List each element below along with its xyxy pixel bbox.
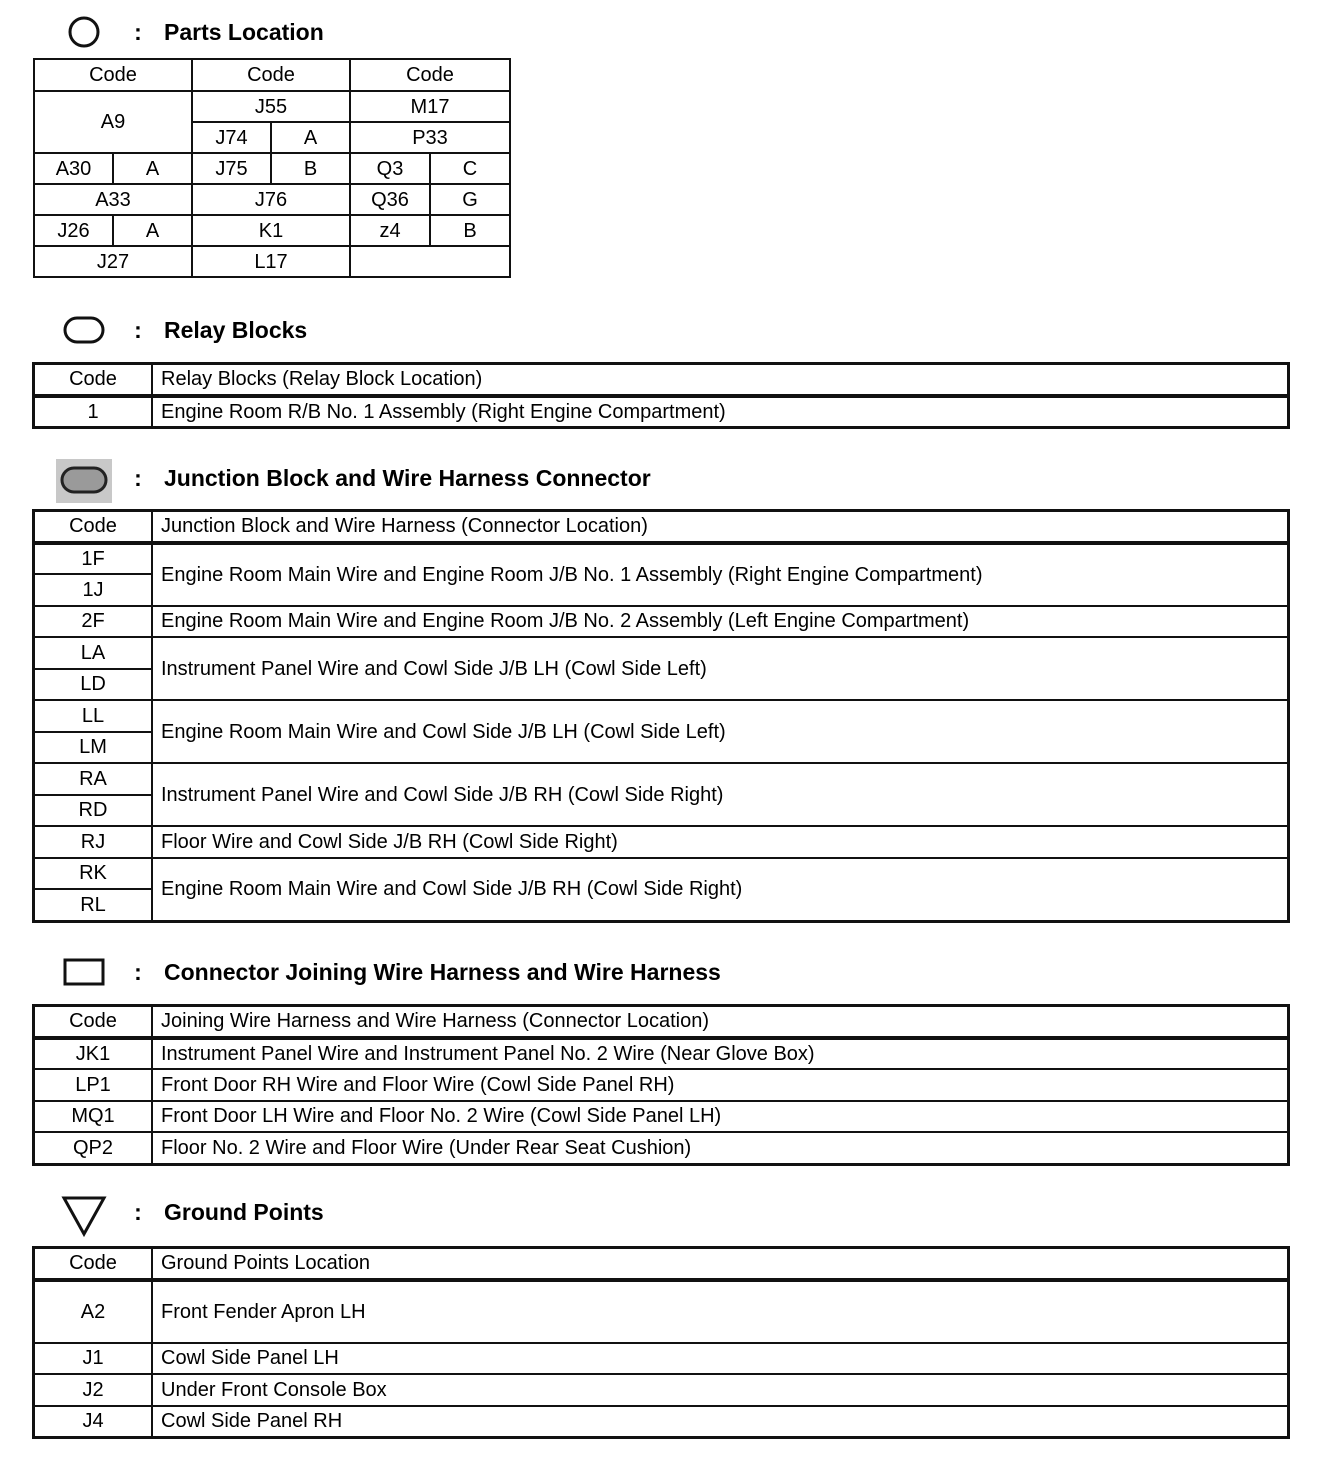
table-row: [34, 700, 1288, 732]
row-description: Engine Room Main Wire and Cowl Side J/B RH (Cowl Side Right): [152, 858, 1288, 921]
empty-cell: [350, 246, 510, 277]
part-code: J75: [192, 153, 271, 184]
row-code: RD: [34, 795, 152, 827]
table-row: [34, 1406, 1288, 1438]
part-location-letter: A: [113, 153, 192, 184]
row-description: Under Front Console Box: [152, 1374, 1288, 1406]
row-description: Floor No. 2 Wire and Floor Wire (Under Rear Seat Cushion): [152, 1132, 1288, 1164]
row-code: LD: [34, 669, 152, 701]
row-code: LA: [34, 637, 152, 669]
shaded-oval-icon: [56, 460, 112, 496]
part-code: J55: [192, 91, 350, 122]
part-code: A9: [34, 91, 192, 153]
row-description: Instrument Panel Wire and Cowl Side J/B LH (Cowl Side Left): [152, 637, 1288, 700]
part-location-letter: C: [430, 153, 510, 184]
row-code: A2: [34, 1280, 152, 1343]
row-description: Engine Room Main Wire and Cowl Side J/B LH (Cowl Side Left): [152, 700, 1288, 763]
row-description: Engine Room Main Wire and Engine Room J/B No. 2 Assembly (Left Engine Compartment): [152, 606, 1288, 638]
table-row: [34, 543, 1288, 575]
part-code: Q36: [350, 184, 430, 215]
rectangle-icon: [56, 954, 112, 990]
part-location-letter: A: [271, 122, 350, 153]
row-description: Instrument Panel Wire and Instrument Panel No. 2 Wire (Near Glove Box): [152, 1038, 1288, 1070]
column-header-code: Code: [34, 1006, 152, 1038]
part-location-letter: B: [271, 153, 350, 184]
part-code: L17: [192, 246, 350, 277]
section-title: Connector Joining Wire Harness and Wire Harness: [164, 958, 721, 985]
oval-icon: [56, 312, 112, 348]
row-code: LM: [34, 732, 152, 764]
table-row: [34, 826, 1288, 858]
part-code: M17: [350, 91, 510, 122]
row-code: J2: [34, 1374, 152, 1406]
part-code: J27: [34, 246, 192, 277]
triangle-icon: [56, 1194, 112, 1230]
row-code: J1: [34, 1343, 152, 1375]
part-code: J76: [192, 184, 350, 215]
section-title: Junction Block and Wire Harness Connector: [164, 464, 651, 491]
junction-block-heading: : Junction Block and Wire Harness Connector: [56, 460, 651, 496]
connector-joining-table: [33, 1005, 1289, 1165]
row-description: Cowl Side Panel RH: [152, 1406, 1288, 1438]
column-header-code: Code: [34, 511, 152, 543]
part-code: J26: [34, 215, 113, 246]
table-row: [34, 637, 1288, 669]
column-header: Code: [34, 59, 192, 91]
connector-joining-heading: : Connector Joining Wire Harness and Wire Harness: [56, 954, 721, 990]
table-row: [34, 1038, 1288, 1070]
row-description: Front Door RH Wire and Floor Wire (Cowl Side Panel RH): [152, 1069, 1288, 1101]
row-code: LL: [34, 700, 152, 732]
row-code: RK: [34, 858, 152, 890]
row-description: Front Fender Apron LH: [152, 1280, 1288, 1343]
row-code: QP2: [34, 1132, 152, 1164]
section-title: Ground Points: [164, 1198, 324, 1225]
row-code: MQ1: [34, 1101, 152, 1133]
table-row: [34, 1374, 1288, 1406]
part-location-letter: B: [430, 215, 510, 246]
row-code: LP1: [34, 1069, 152, 1101]
column-header-code: Code: [34, 1248, 152, 1280]
row-description: Cowl Side Panel LH: [152, 1343, 1288, 1375]
ground-points-table: [33, 1247, 1289, 1438]
column-header-code: Code: [34, 364, 152, 396]
column-header-description: Relay Blocks (Relay Block Location): [152, 364, 1288, 396]
table-row: [34, 1280, 1288, 1343]
table-row: [34, 1343, 1288, 1375]
row-description: Instrument Panel Wire and Cowl Side J/B RH (Cowl Side Right): [152, 763, 1288, 826]
row-code: 1J: [34, 574, 152, 606]
relay-blocks-heading: : Relay Blocks: [56, 312, 307, 348]
table-row: [34, 606, 1288, 638]
part-code: J74: [192, 122, 271, 153]
row-code: J4: [34, 1406, 152, 1438]
column-header: Code: [192, 59, 350, 91]
column-header-description: Joining Wire Harness and Wire Harness (Connector Location): [152, 1006, 1288, 1038]
ground-points-heading: : Ground Points: [56, 1194, 324, 1230]
section-title: Parts Location: [164, 18, 324, 45]
row-code: RJ: [34, 826, 152, 858]
row-description: Engine Room R/B No. 1 Assembly (Right Engine Compartment): [152, 396, 1288, 428]
part-location-letter: A: [113, 215, 192, 246]
row-code: RL: [34, 889, 152, 921]
column-header-description: Junction Block and Wire Harness (Connector Location): [152, 511, 1288, 543]
row-code: 1: [34, 396, 152, 428]
row-code: 1F: [34, 543, 152, 575]
row-code: JK1: [34, 1038, 152, 1070]
table-row: [34, 1069, 1288, 1101]
section-title: Relay Blocks: [164, 316, 308, 343]
table-row: [34, 858, 1288, 890]
part-location-letter: G: [430, 184, 510, 215]
relay-blocks-table: [33, 363, 1289, 428]
table-row: [34, 396, 1288, 428]
junction-block-table: [33, 510, 1289, 922]
row-description: Front Door LH Wire and Floor No. 2 Wire (Cowl Side Panel LH): [152, 1101, 1288, 1133]
row-description: Floor Wire and Cowl Side J/B RH (Cowl Side Right): [152, 826, 1288, 858]
table-row: [34, 1132, 1288, 1164]
part-code: A30: [34, 153, 113, 184]
column-header-description: Ground Points Location: [152, 1248, 1288, 1280]
parts-location-table: [33, 58, 511, 278]
parts-location-heading: : Parts Location: [56, 14, 324, 50]
column-header: Code: [350, 59, 510, 91]
row-description: Engine Room Main Wire and Engine Room J/B No. 1 Assembly (Right Engine Compartment): [152, 543, 1288, 606]
table-row: [34, 763, 1288, 795]
row-code: RA: [34, 763, 152, 795]
table-row: [34, 1101, 1288, 1133]
part-code: K1: [192, 215, 350, 246]
part-code: z4: [350, 215, 430, 246]
circle-icon: [56, 14, 112, 50]
row-code: 2F: [34, 606, 152, 638]
part-code: A33: [34, 184, 192, 215]
part-code: P33: [350, 122, 510, 153]
part-code: Q3: [350, 153, 430, 184]
